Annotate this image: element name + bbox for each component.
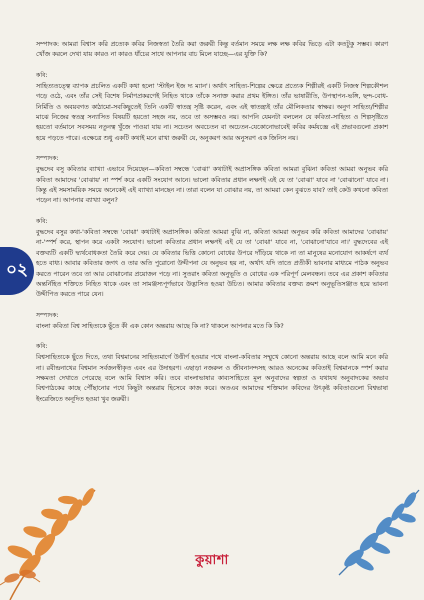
page-number-badge: [0, 247, 34, 295]
page-number: ০২: [5, 260, 29, 280]
poet-answer-1: সাহিত্যতত্ত্বে ব্যাপক প্রচলিত একটি কথা হলো 'স্টাইল ইজ দ্য ম্যান'। অর্থাৎ সাহিত্য-শিল্পের ক্ষেত্রে প্রত্যেক শিল্পীরই একটি নিজস্ব শিল্পকৌশল গড়ে ওঠে, এবং তাঁর সেই বিশেষ নির্মাণপ্রকরণেই নিহিত থাকে তাঁকে সনাক্ত করার প্রথম ইঙ্গিত। তাঁর ভাষারীতি, উপস্থাপন-ভঙ্গি, ছন্দ-বোধ-নির্মিতি ও অবয়বগত কাঠামো-সবকিছুতেই তিনি একটি স্বাতন্ত্র সৃষ্টি করেন, এবং এই স্বাতন্ত্র্যই তাঁর মৌলিকতার স্বাক্ষর। অনুগ সাহিত্য/শিল্পীর মাঝে নিজের স্বতন্ত্র সন্যাসিত বিষয়টি হয়তো সহজ নয়, তবে তা অসম্ভবও নয়। আপনি যেমনটা বললেন যে কবিতা-সাহিত্য ও শিল্পসৃষ্টিতে হয়তো বর্তমানে সবসময় নতুনত্ব খুঁজে পাওয়া যায় না। সচেতন অবচেতন বা অচেতন-যেকোনোভাবেই কবির কর্মযজ্ঞে এই প্রভাবগুলো প্রকাশ হয়ে পড়তে পারে। এক্ষেত্রে শুধু একটি কথাই মনে রাখা জরুরী যে, অনুকরণ আর অনুসরণ এক জিনিস নয়।: [36, 82, 388, 142]
speaker-label: কবি:: [36, 71, 48, 79]
editor-question-1: সম্পাদক: আমরা বিশ্বাস করি প্রত্যেক কবির নিজস্বতা তৈরি করা জরুরী কিন্তু বর্তমান সময়ে লক্ষ লক্ষ কবির ভিড়ে এটা কতটুকু সম্ভব। কারণ খোঁজ করলে দেখা যায় কারও না কারও ধাঁচের সাথে আপনার বাচ মিলে যাচ্ছে—এর যুক্তি কি?: [36, 41, 388, 59]
speaker-label: সম্পাদক:: [36, 311, 59, 319]
poet-answer-3: বিশ্বসাহিত্যকে ছুঁতে দিতে, তথা বিশ্বমানের সাহিত্যমার্গে উত্তীর্ণ হওয়ার পথে বাংলা-কবিতার সম্মুখে কোনো অন্তরায় আছে বলে আমি মনে করি না। রবীন্দ্রনাথের বিশ্বমান সর্বজনস্বীকৃত এবং এর উদাহরণ। এছাড়া নজরুল ও জীবনানন্দসহ আরও অনেকের কবিতাই বিশ্বমানকে স্পর্শ করার সক্ষমতা দেখাতে পেরেছে বলে আমি বিশ্বাস করি। তবে বাংলাভাষার কাব্যসাহিত্যে মূল অনুবাদের স্বল্পতা ও যথাযথ অনুবাদকের অভাব বিশ্বপাঠকের কাছে পৌঁছানোর পথে কিছুটা অন্তরায় হিসেবে কাজ করে। অতএব আমাদের শক্তিমান কবিদের উৎকৃষ্ট কবিতাগুলো বিশ্বভাষা ইংরেজিতে অনূদিত হওয়া খুব জরুরী।: [36, 354, 388, 403]
interview-text: [36, 40, 388, 408]
speaker-label: কবি:: [36, 343, 48, 351]
speaker-label: কবি:: [36, 217, 48, 225]
editor-question-2: বুদ্ধদেব বসু কবিতার ব্যাখ্যা এভাবে দিয়েছেন—কবিতা সম্বন্ধে 'বোঝা' কথাটাই অপ্রাসঙ্গিক কবিতা আমরা বুঝিনা কবিতা আমরা অনুভব করি কবিতা আমাদের 'বোঝায়' না স্পর্শ করে একটি সংযোগ আনে। ভালো কবিতার প্রধান লক্ষণই এই যে তা 'বোঝা' যাবে না 'বোঝানো' যাবে না। কিন্তু এই সমসাময়িক সময়ে অনেকেই এই ব্যাখ্যা মানছেন না। তারা বলেন যা বোঝার নয়, তা আমরা কেন বুঝতে যাব? তাই কেউ কখনো কবিতা পড়েন না। আপনার ব্যাখ্যা বলুন?: [36, 166, 388, 205]
orange-leaf-icon: [0, 470, 110, 600]
blue-leaf-icon: [324, 480, 424, 580]
speaker-label: সম্পাদক:: [36, 155, 59, 163]
editor-question-3: বাংলা কবিতা বিশ্ব সাহিত্যকে ছুঁতে কী এক কোন অন্তরায় আছে কি না? থাকলে আপনার মতে কি কি?: [36, 322, 284, 330]
poet-answer-2: বুদ্ধদেব বসুর কথা-'কবিতা সম্বন্ধে 'বোঝা' কথাটাই অপ্রাসঙ্গিক। কবিতা আমরা বুঝি না, কবিতা আমরা অনুভব করি কবিতা আমাদের 'বোঝায়' না-'স্পর্শ করে, স্থাপন করে একটা সংযোগ। ভালো কবিতার প্রধান লক্ষণই এই যে তা 'বোঝা' যাবে না, 'বোঝানো'যাবে না।' বুদ্ধদেবের এই বক্তব্যটি একটি দ্ব্যর্থবোধকতা তৈরি করে দেয়। যে কবিতার ভিত্তি কোনো বোধের উপরে দাঁড়িয়ে থাকে না তা মানুষের মনোযোগ আকর্ষণে ব্যর্থ হতে বাধ্য। আবার কবিতার জগৎ ও তার অতি পুরোনো উদ্দীপনা যে অনুভব হয় না, অর্থাৎ যদি তাতে প্রতীকী ভাবনার মাধ্যমে পাঠক অনুভব করতে পারেন তবে তা আর বোঝানোর প্রয়োজন পড়ে না। সুতরাং কবিতা অনুভূতি ও বোধের এক পরিপূর্ণ মেলবন্ধন। তবে এর প্রকাশ কবিতার অন্তর্নিহিত শক্তিতে নিহিত থাকে এবং তা সামঞ্জস্যপূর্ণভাবে উদ্ভাসিত হওয়া উচিত। আমার কবিতার বক্তব্য ক্রমশ অনুভূতিসঞ্জাত হয়ে ভাবনা উদ্দীপিত করতে পারে যেন।: [36, 228, 388, 299]
magazine-logo: কুয়াশা: [195, 553, 229, 568]
